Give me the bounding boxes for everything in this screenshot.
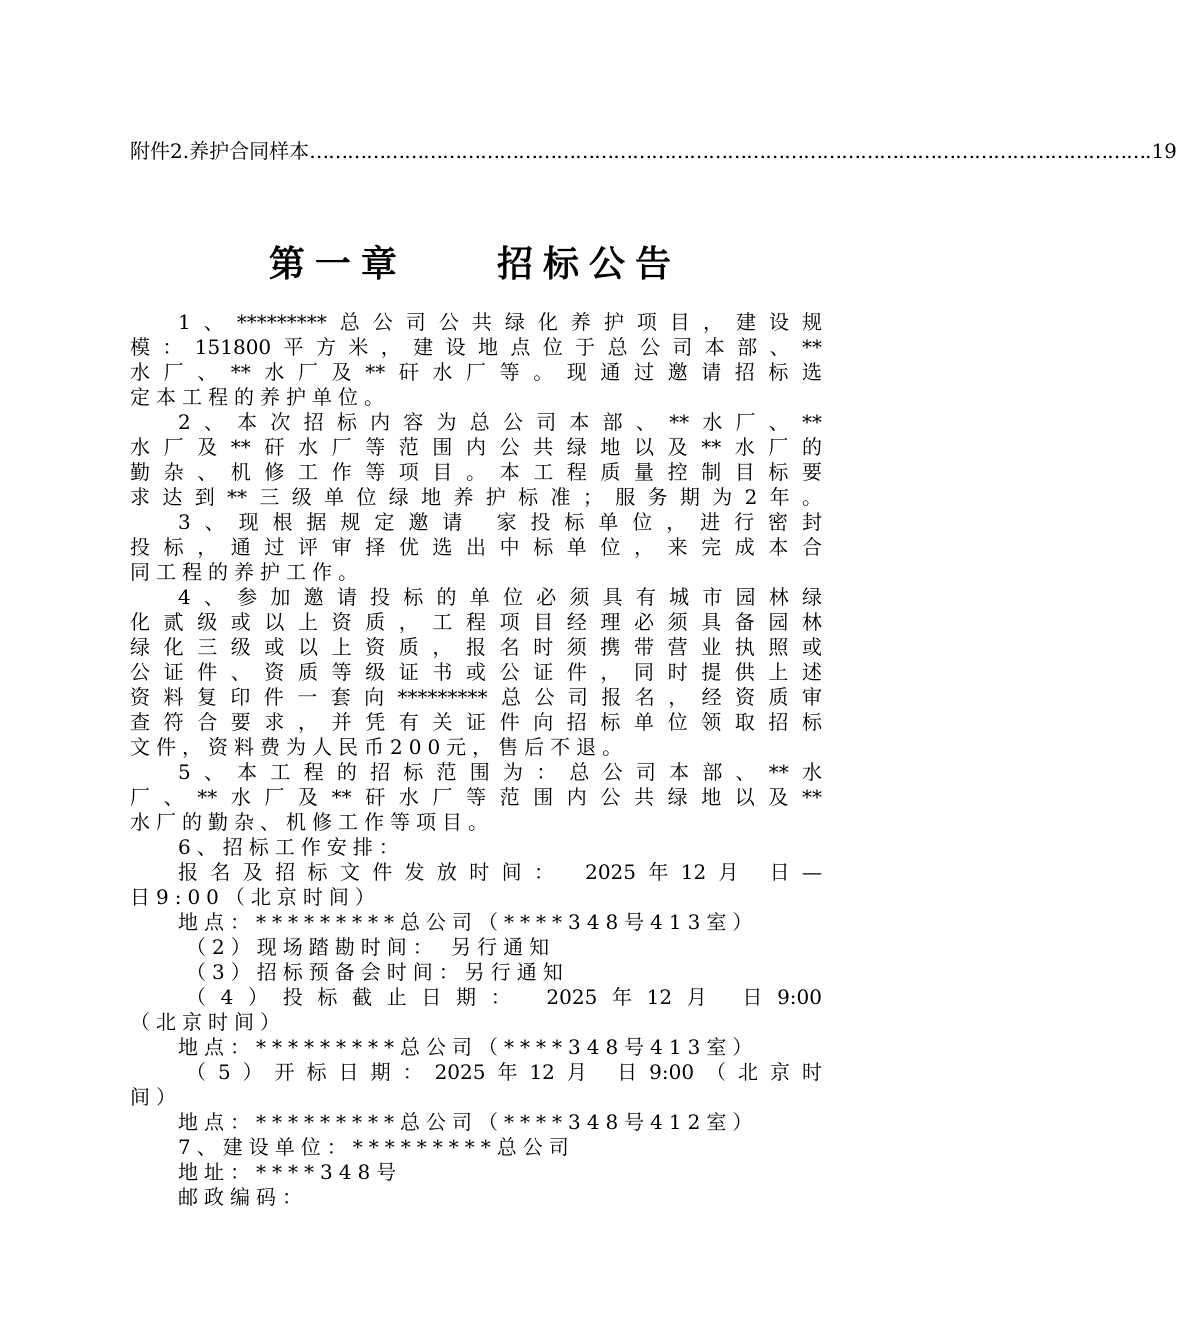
toc-dot-leader: ……………………………………………………………………………………………………………………: [309, 139, 1146, 163]
paragraph-line: 4、参加邀请投标的单位必须具有城市园林绿: [178, 585, 822, 609]
announcement-body: [130, 310, 822, 1210]
paragraph-line: 水厂、**水厂及**矸水厂等。现通过邀请招标选: [130, 360, 822, 384]
paragraph-line: 公证件、资质等级证书或公证件，同时提供上述: [130, 660, 822, 684]
paragraph-line: 模：151800平方米，建设地点位于总公司本部、**: [130, 335, 822, 359]
paragraph-line: 地点：*********总公司（****348号412室）: [178, 1110, 759, 1134]
paragraph-line: 6、招标工作安排：: [178, 835, 405, 859]
paragraph-line: 3、现根据规定邀请 家投标单位，进行密封: [178, 510, 822, 534]
paragraph-line: 2、本次招标内容为总公司本部、**水厂、**: [178, 410, 822, 434]
paragraph-line: （北京时间）: [130, 1010, 286, 1034]
paragraph-line: 1、*********总公司公共绿化养护项目，建设规: [178, 310, 822, 334]
paragraph-line: 7、建设单位：*********总公司: [178, 1135, 575, 1159]
paragraph-line: （2）现场踏勘时间： 另行通知: [186, 935, 556, 959]
paragraph-line: 求达到**三级单位绿地养护标准；服务期为2年。: [130, 485, 822, 509]
paragraph-line: （5）开标日期：2025年12月 日9:00（北京时: [186, 1060, 822, 1084]
paragraph-line: （3）招标预备会时间：另行通知: [186, 960, 569, 984]
toc-entry-label: 附件2.养护合同样本: [130, 139, 310, 163]
paragraph-line: 水厂及**矸水厂等范围内公共绿地以及**水厂的: [130, 435, 822, 459]
paragraph-line: 报名及招标文件发放时间： 2025年12月 日—: [178, 860, 822, 884]
paragraph-line: 水厂的勤杂、机修工作等项目。: [130, 810, 494, 834]
paragraph-line: 5、本工程的招标范围为：总公司本部、**水: [178, 760, 822, 784]
toc-entry-attachment-2[interactable]: [130, 136, 1177, 166]
paragraph-line: 地点：*********总公司（****348号413室）: [178, 1035, 759, 1059]
toc-page-number: .19: [1145, 139, 1177, 163]
paragraph-line: 地址：****348号: [178, 1160, 403, 1184]
paragraph-line: 资料复印件一套向*********总公司报名，经资质审: [130, 685, 822, 709]
paragraph-line: 查符合要求，并凭有关证件向招标单位领取招标: [130, 710, 822, 734]
paragraph-line: 厂、**水厂及**矸水厂等范围内公共绿地以及**: [130, 785, 822, 809]
paragraph-line: 邮政编码：: [178, 1185, 308, 1209]
paragraph-line: 地点：*********总公司（****348号413室）: [178, 910, 759, 934]
paragraph-line: （4）投标截止日期： 2025年12月 日9:00: [186, 985, 822, 1009]
paragraph-line: 勤杂、机修工作等项目。本工程质量控制目标要: [130, 460, 822, 484]
paragraph-line: 同工程的养护工作。: [130, 560, 364, 584]
paragraph-line: 定本工程的养护单位。: [130, 385, 390, 409]
paragraph-line: 绿化三级或以上资质，报名时须携带营业执照或: [130, 635, 822, 659]
paragraph-line: 日9:00（北京时间）: [130, 885, 381, 909]
paragraph-line: 化贰级或以上资质，工程项目经理必须具备园林: [130, 610, 822, 634]
paragraph-line: 投标，通过评审择优选出中标单位，来完成本合: [130, 535, 822, 559]
chapter-title: 第一章 招标公告: [268, 244, 682, 285]
paragraph-line: 文件，资料费为人民币200元，售后不退。: [130, 735, 629, 759]
paragraph-line: 间）: [130, 1085, 182, 1109]
